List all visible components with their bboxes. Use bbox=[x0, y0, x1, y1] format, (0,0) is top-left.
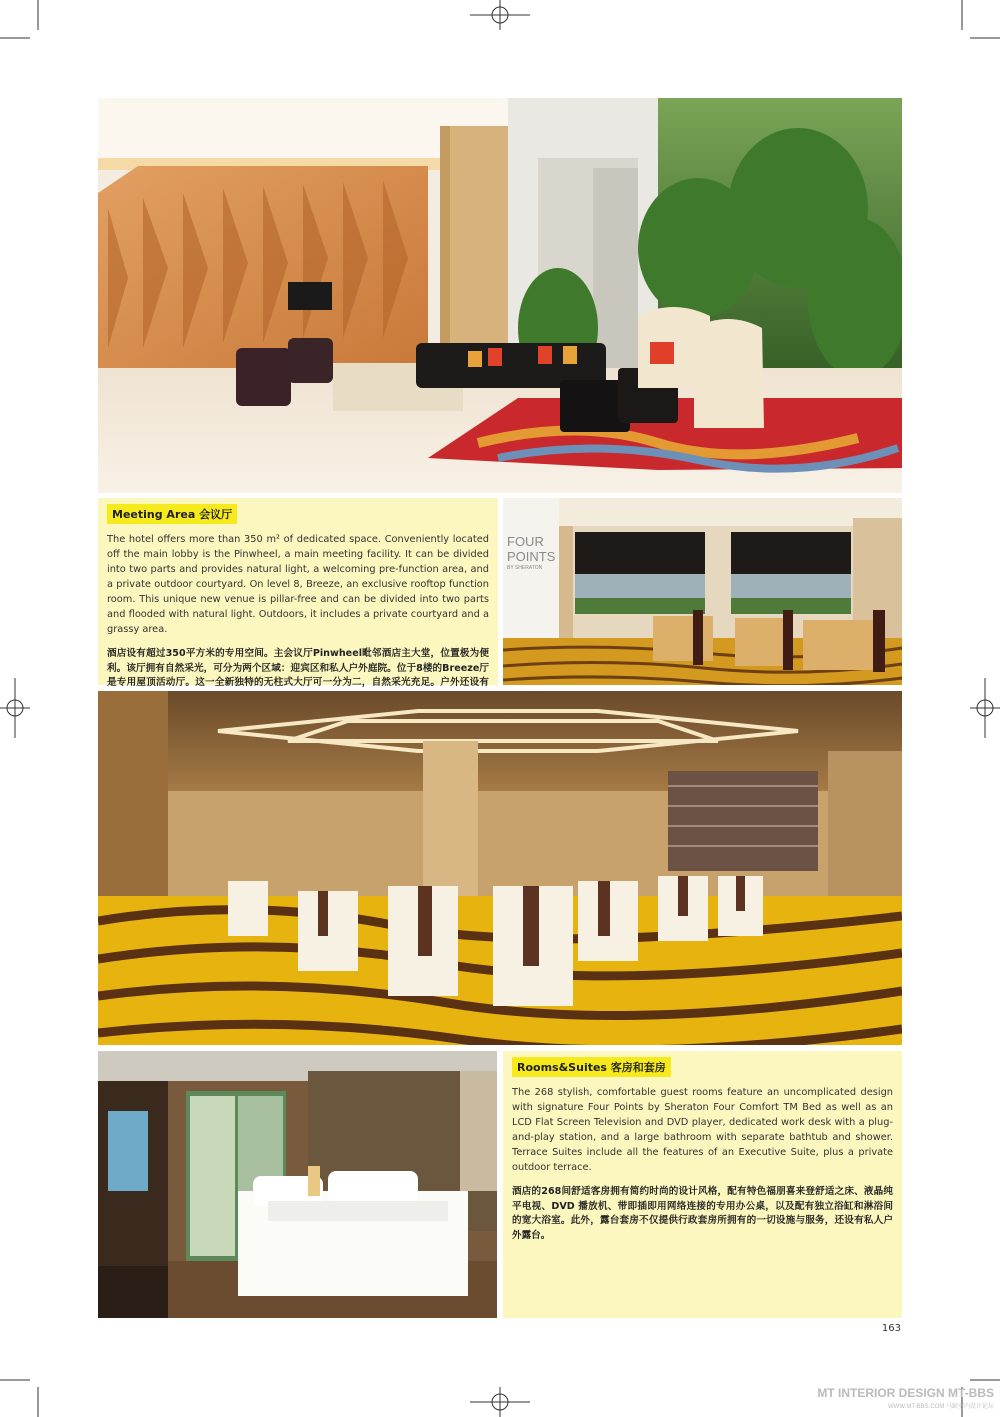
logo-line-four: FOUR bbox=[507, 534, 544, 549]
logo-line-points: POINTS bbox=[507, 549, 556, 564]
watermark-sub: WWW.MT-BBS.COM 马蹄室内设计论坛 bbox=[888, 1404, 994, 1410]
lobby-photo bbox=[98, 98, 902, 493]
four-points-logo bbox=[507, 534, 556, 572]
meeting-area-textbox bbox=[98, 498, 498, 688]
rooms-suites-chinese-text: 酒店的268间舒适客房拥有简约时尚的设计风格，配有特色福朋喜来登舒适之床、液晶纯平电视、DVD 播放机、带即插即用网络连接的专用办公桌，以及配有独立浴缸和淋浴间的宽大浴室。此外，露台套房不仅提供行政套房所拥有的一切设施与服务，还设有私人户外露台。 bbox=[512, 1186, 893, 1241]
watermark-main: MT INTERIOR DESIGN MT-BBS bbox=[817, 1386, 994, 1400]
rooms-suites-english-text: The 268 stylish, comfortable guest rooms feature an uncomplicated design with signature Four Points by Sheraton Four Comfort TM Bed as well as an LCD Flat Screen Television and DVD player, dedicated work desk with a plug-and-play station, and a large bathroom with separate bathtub and shower. Terrace Suites include all the features of an Executive Suite, plus a private outdoor terrace. bbox=[512, 1087, 893, 1173]
logo-line-by-sheraton: BY SHERATON bbox=[507, 565, 543, 571]
meeting-area-chinese-text: 酒店设有超过350平方米的专用空间。主会议厅Pinwheel毗邻酒店主大堂，位置极为便利。该厅拥有自然采光，可分为两个区域：迎宾区和私人户外庭院。位于8楼的Breeze厅是专用屋顶活动厅。这一全新独特的无柱式大厅可一分为二，自然采光充足。户外还设有 bbox=[107, 648, 489, 688]
meeting-room-photo bbox=[503, 498, 902, 685]
banquet-hall-photo bbox=[98, 691, 902, 1045]
rooms-suites-heading: Rooms&Suites 客房和套房 bbox=[512, 1057, 671, 1077]
rooms-suites-textbox bbox=[503, 1051, 902, 1318]
meeting-area-english-text: The hotel offers more than 350 m² of dedicated space. Conveniently located off the main lobby is the Pinwheel, a main meeting facility. It can be divided into two parts and provides natural light, a welcoming pre-function area, and a private outdoor courtyard. On level 8, Breeze, an exclusive rooftop function room. This unique new venue is pillar-free and can be divided into two parts and flooded with natural light. Outdoors, it includes a private courtyard and a grassy area. bbox=[107, 534, 489, 635]
guest-room-photo bbox=[98, 1051, 497, 1318]
page-number: 163 bbox=[881, 1323, 901, 1334]
meeting-area-heading: Meeting Area 会议厅 bbox=[107, 504, 237, 524]
